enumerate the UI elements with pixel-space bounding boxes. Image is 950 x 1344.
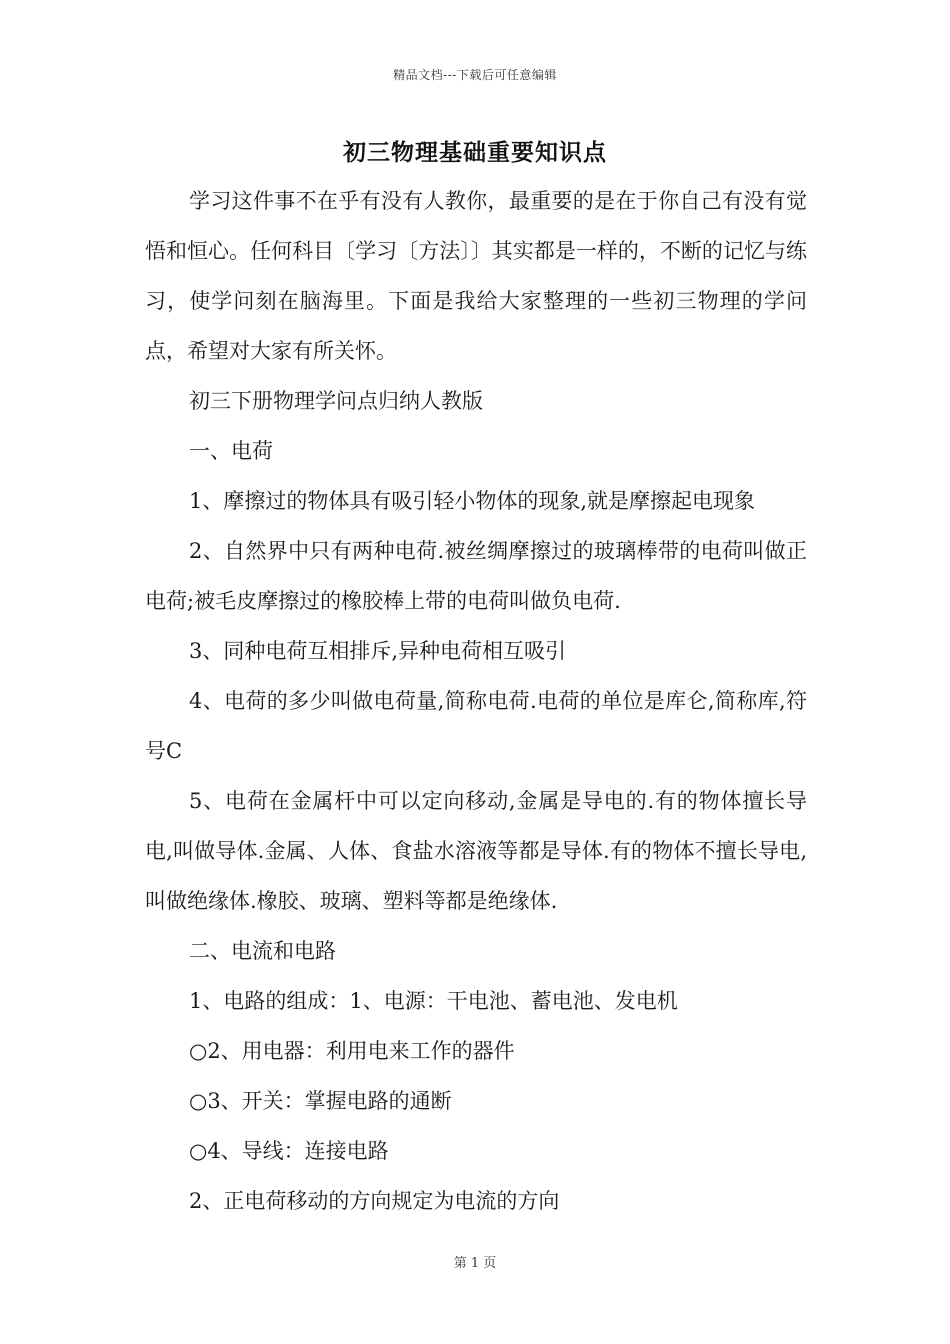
body-paragraph: 4、电荷的多少叫做电荷量,简称电荷.电荷的单位是库仑,简称库,符号C xyxy=(145,689,807,763)
body-paragraph: 2、自然界中只有两种电荷.被丝绸摩擦过的玻璃棒带的电荷叫做正电荷;被毛皮摩擦过的橡胶棒上带的电荷叫做负电荷. xyxy=(145,539,807,613)
body-paragraph: 1、摩擦过的物体具有吸引轻小物体的现象,就是摩擦起电现象 xyxy=(189,489,756,513)
body-paragraph: ○2、用电器：利用电来工作的器件 xyxy=(189,1039,515,1063)
body-paragraph: 2、正电荷移动的方向规定为电流的方向 xyxy=(189,1189,560,1213)
intro-paragraph: 学习这件事不在乎有没有人教你，最重要的是在于你自己有没有觉悟和恒心。任何科目〔学习〔方法〕〕其实都是一样的，不断的记忆与练习，使学问刻在脑海里。下面是我给大家整理的一些初三物理的学问点，希望对大家有所关怀。 xyxy=(145,189,807,363)
body-paragraph: 5、电荷在金属杆中可以定向移动,金属是导电的.有的物体擅长导电,叫做导体.金属、人体、食盐水溶液等都是导体.有的物体不擅长导电,叫做绝缘体.橡胶、玻璃、塑料等都是绝缘体. xyxy=(145,789,807,913)
body-paragraph: 1、电路的组成：1、电源：干电池、蓄电池、发电机 xyxy=(189,989,678,1013)
document-title: 初三物理基础重要知识点 xyxy=(343,139,607,166)
body-paragraph: ○4、导线：连接电路 xyxy=(189,1139,389,1163)
section-heading: 一、电荷 xyxy=(189,439,273,463)
document-body xyxy=(145,176,807,1226)
body-paragraph: 3、同种电荷互相排斥,异种电荷相互吸引 xyxy=(189,639,567,663)
body-paragraph: ○3、开关：掌握电路的通断 xyxy=(189,1089,452,1113)
page-header: 精品文档---下载后可任意编辑 xyxy=(393,68,557,82)
page-number: 第 1 页 xyxy=(453,1256,497,1271)
section-heading: 二、电流和电路 xyxy=(189,939,336,963)
section-heading: 初三下册物理学问点归纳人教版 xyxy=(189,389,483,413)
